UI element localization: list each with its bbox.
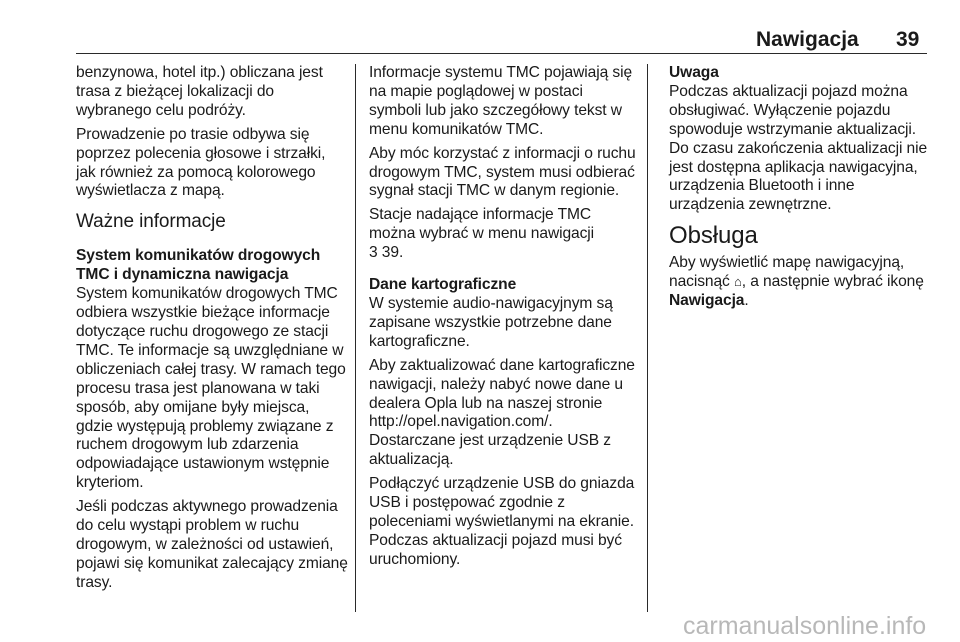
navigation-label: Nawigacja [669,292,745,310]
column-left [76,64,348,598]
section-heading: Ważne informacje [76,211,226,233]
paragraph: benzynowa, hotel itp.) obliczana jest trasa z bieżącej lokalizacji do wybranego celu podróży. [76,64,323,119]
section-heading: Obsługa [669,222,758,250]
paragraph-text: Aby zaktualizować dane kartograficzne nawigacji, należy nabyć nowe dane u dealera Opla lub na naszej stronie [369,356,635,412]
column-divider [647,64,648,612]
column-divider [355,64,356,612]
page-header [0,0,960,60]
paragraph-text: Stacje nadające informacje TMC można wybrać w menu nawigacji [369,206,595,243]
paragraph [369,206,637,263]
paragraph: Podłączyć urządzenie USB do gniazda USB i postępować zgodnie z poleceniami wyświetlanymi na ekranie. Podczas aktualizacji pojazd musi być uruchomiony. [369,475,635,568]
paragraph: Prowadzenie po trasie odbywa się poprzez polecenia głosowe i strzałki, jak również za pomocą kolorowego wyświetlacza z mapą. [76,125,326,200]
paragraph [369,357,637,470]
paragraph: System komunikatów drogowych TMC odbiera wszystkie bieżące informacje dotyczące ruchu drogowego ze stacji TMC. Te informacje są uwzględniane w obliczeniach całej trasy. W ramach tego procesu trasa jest planowana w taki sposób, aby omijane były miejsca, gdzie występują problemy związane z ruchem drogowym lub zdarzenia odpowiadające ustawionym wstępnie kryteriom. [76,285,346,492]
paragraph: Informacje systemu TMC pojawiają się na mapie poglądowej w postaci symboli lub jako szczegółowy tekst w menu komunikatów TMC. [369,64,633,138]
column-right [669,64,931,316]
column-middle [369,64,637,575]
subsection-heading: System komunikatów drogowych TMC i dynamiczna nawigacja [76,247,321,284]
home-icon: ⌂ [733,274,742,290]
paragraph: Jeśli podczas aktywnego prowadzenia do celu wystąpi problem w ruchu drogowym, w zależności od ustawień, pojawi się komunikat zalecający zmianę trasy. [76,498,348,591]
page-number: 39 [896,28,920,51]
watermark: carmanualsonline.info [683,612,927,640]
paragraph-text: Dostarczane jest urządzenie USB z aktualizacją. [369,432,611,469]
paragraph-text: Aby wyświetlić mapę nawigacyjną, nacisnąć [669,254,905,291]
paragraph-text: . [744,292,749,310]
paragraph-text: , a następnie wybrać ikonę [741,273,924,291]
note-title: Uwaga [669,64,719,81]
paragraph: Aby móc korzystać z informacji o ruchu drogowym TMC, system musi odbierać sygnał stacji TMC w danym regionie. [369,144,636,200]
page-title: Nawigacja [756,28,859,51]
note-text: Podczas aktualizacji pojazd można obsługiwać. Wyłączenie pojazdu spowoduje wstrzymanie aktualizacji. Do czasu zakończenia aktualizacji nie jest dostępna aplikacja nawigacyjna, urządzenia Bluetooth i inne urządzenia zewnętrzne. [669,82,928,214]
paragraph [669,254,931,311]
url-link[interactable]: http://opel.navigation.com/. [369,413,553,431]
subsection-heading: Dane kartograficzne [369,276,517,294]
header-divider [76,53,927,54]
page-reference-link[interactable]: 3 39. [369,244,404,262]
paragraph: W systemie audio-nawigacyjnym są zapisane wszystkie potrzebne dane kartograficzne. [369,294,613,350]
